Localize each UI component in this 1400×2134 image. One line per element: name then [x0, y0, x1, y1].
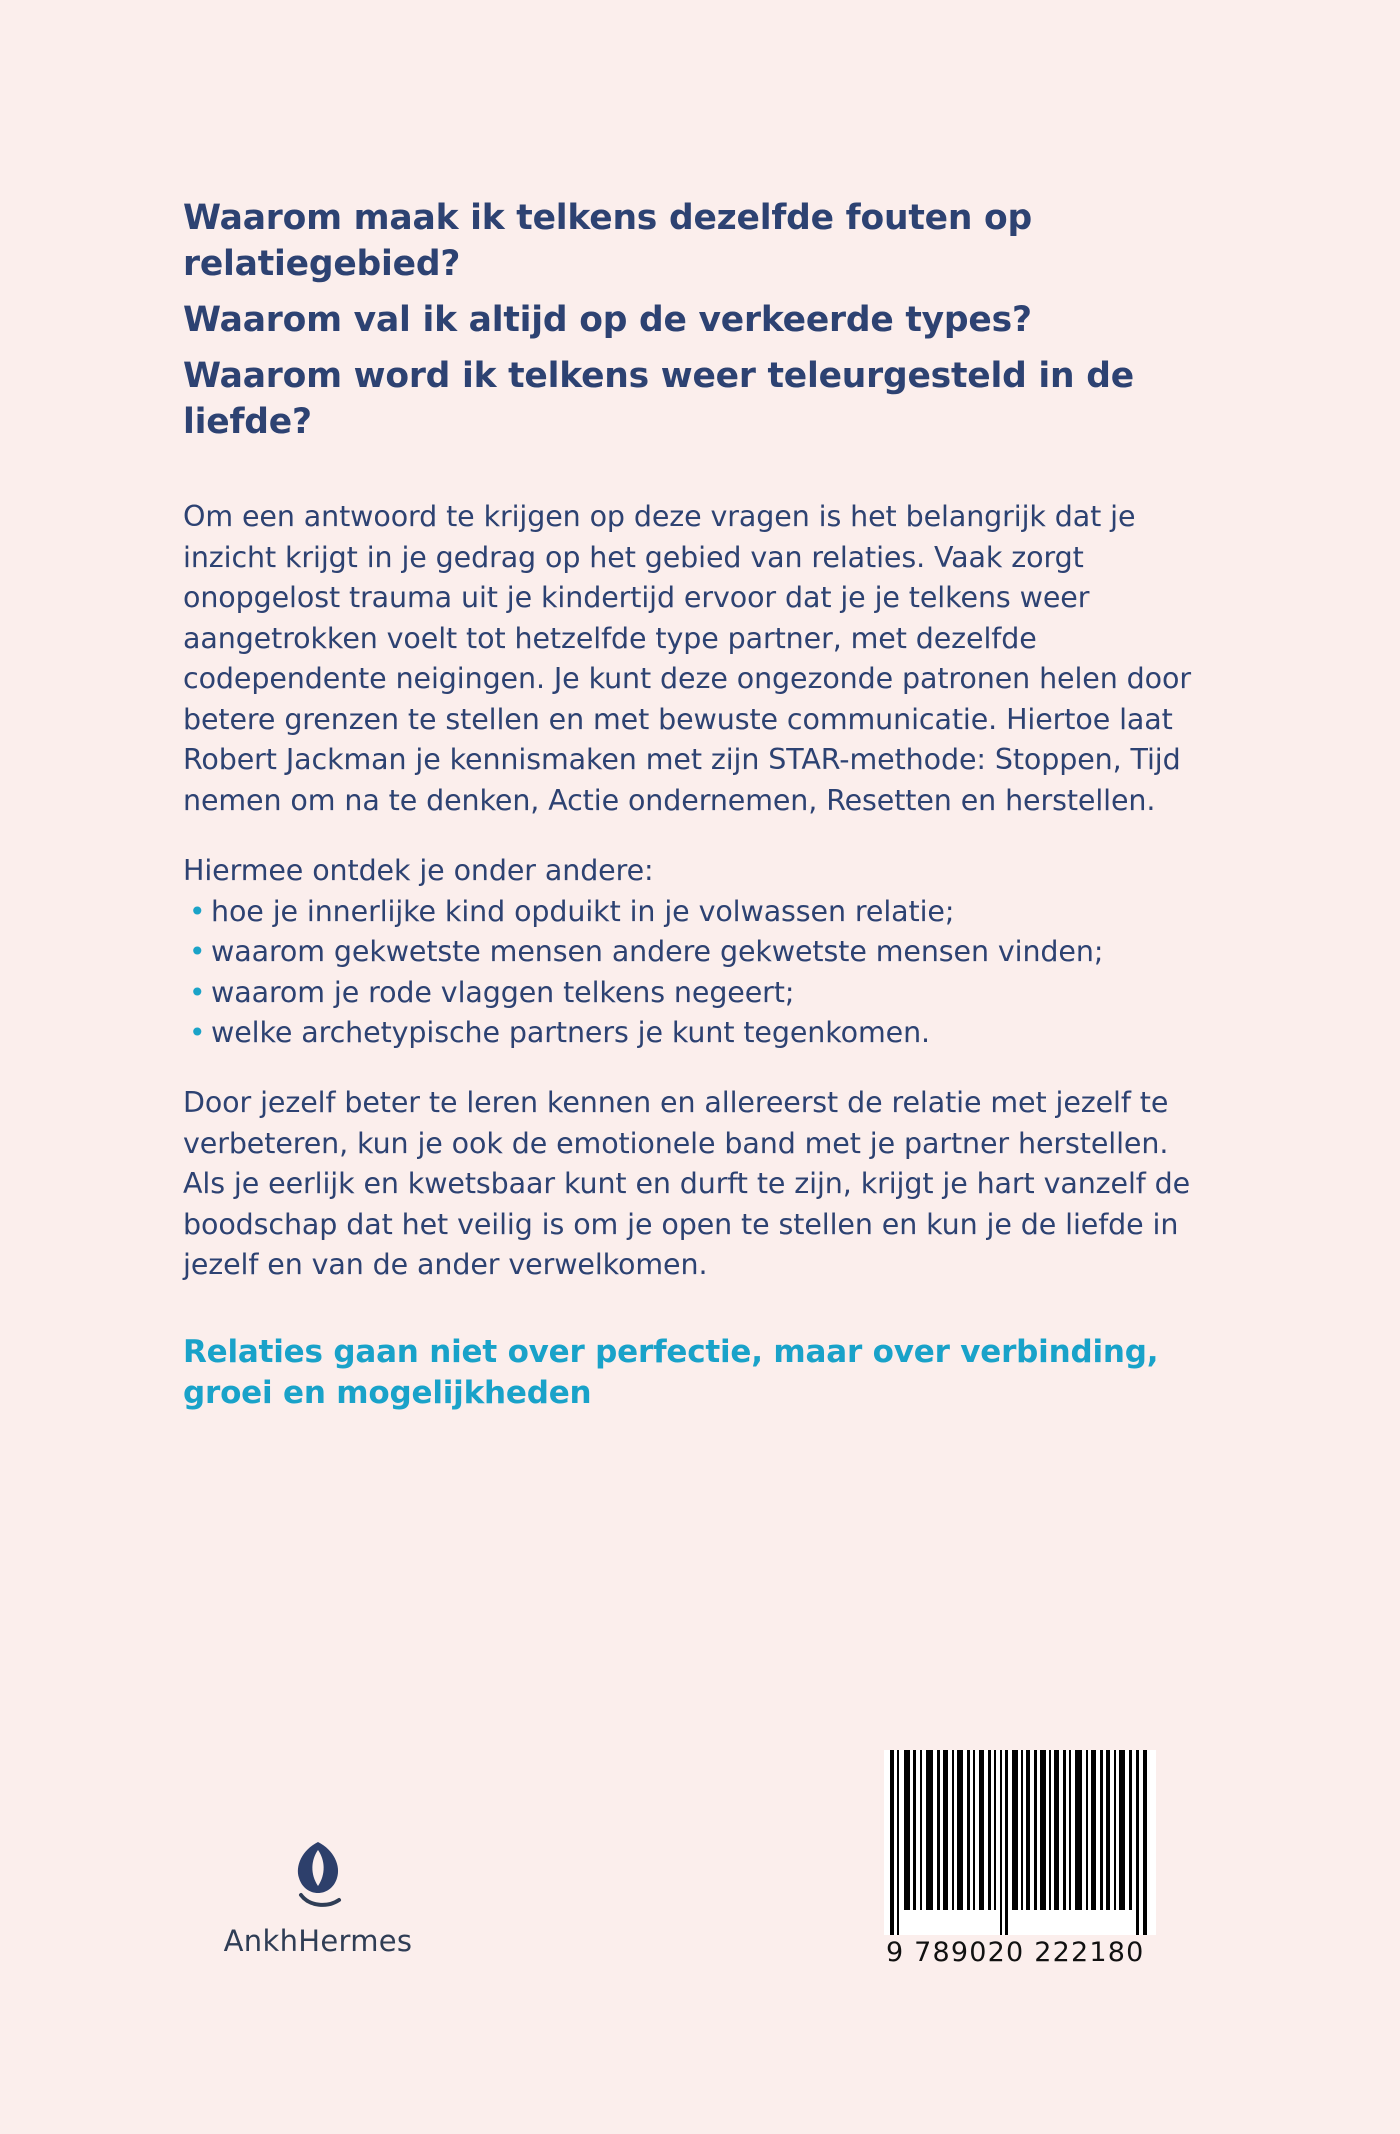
closing-paragraph: Door jezelf beter te leren kennen en allereerst de relatie met jezelf te verbeteren, kun je ook de emotionele band met je partner herstellen. Als je eerlijk en kwetsbaar kunt en durft te zijn, krijgt je hart vanzelf de boodschap dat het veilig is om je open te stellen en kun je de liefde in jezelf en van de ander verwelkomen. — [183, 1086, 1191, 1282]
body-copy — [183, 497, 1211, 1285]
barcode-block — [884, 1750, 1174, 1968]
list-item: • waarom gekwetste mensen andere gekwetste mensen vinden; — [183, 932, 1211, 972]
list-item: • hoe je innerlijke kind opduikt in je volwassen relatie; — [183, 892, 1211, 932]
tagline: Relaties gaan niet over perfectie, maar over verbinding, groei en mogelijkheden — [183, 1333, 1159, 1411]
list-item: • waarom je rode vlaggen telkens negeert; — [183, 973, 1211, 1013]
publisher-name: AnkhHermes — [223, 1924, 413, 1958]
ankh-leaf-icon — [289, 1840, 347, 1918]
back-cover-content — [183, 196, 1211, 1414]
list-intro-paragraph — [183, 851, 1211, 891]
list-intro-text: Hiermee ontdek je onder andere: — [183, 854, 654, 888]
headline-question-3: Waarom word ik telkens weer teleurgesteld in de liefde? — [183, 355, 1134, 442]
benefits-list — [183, 892, 1211, 1054]
headline-question-2: Waarom val ik altijd op de verkeerde types? — [183, 299, 1032, 340]
barcode-icon — [884, 1750, 1156, 1935]
list-item: • welke archetypische partners je kunt tegenkomen. — [183, 1013, 1211, 1053]
publisher-logo — [188, 1840, 448, 1958]
headline-questions — [183, 196, 1211, 445]
headline-question-1: Waarom maak ik telkens dezelfde fouten op relatiegebied? — [183, 198, 1032, 284]
intro-paragraph: Om een antwoord te krijgen op deze vragen is het belangrijk dat je inzicht krijgt in je gedrag op het gebied van relaties. Vaak zorgt onopgelost trauma uit je kindertijd ervoor dat je je telkens weer aangetrokken voelt tot hetzelfde type partner, met dezelfde codependente neigingen. Je kunt deze ongezonde patronen helen door betere grenzen te stellen en met bewuste communicatie. Hiertoe laat Robert Jackman je kennismaken met zijn STAR-methode: Stoppen, Tijd nemen om na te denken, Actie ondernemen, Resetten en herstellen. — [183, 500, 1191, 817]
barcode-number: 9 789020 222180 — [886, 1937, 1145, 1968]
